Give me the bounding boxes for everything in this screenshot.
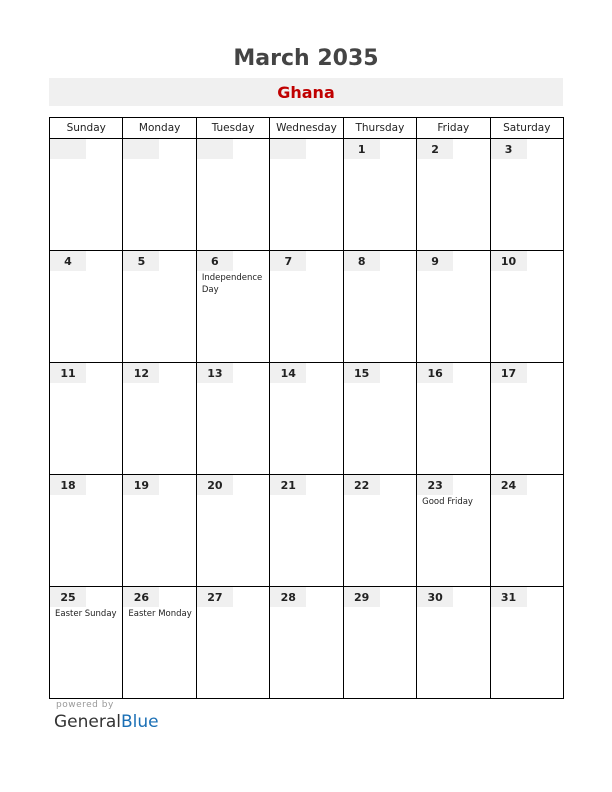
brand-blue-text: Blue: [121, 712, 159, 732]
day-number: 27: [197, 587, 233, 607]
day-cell: [270, 363, 343, 475]
day-cell: [490, 587, 563, 699]
day-cell-empty: [196, 139, 269, 251]
day-number: 26: [123, 587, 159, 607]
day-cell: [490, 139, 563, 251]
day-number: 23: [417, 475, 453, 495]
day-number: 18: [50, 475, 86, 495]
day-number: 31: [491, 587, 527, 607]
day-number: 12: [123, 363, 159, 383]
day-cell-empty: [270, 139, 343, 251]
day-cell: [343, 251, 416, 363]
day-number: 1: [344, 139, 380, 159]
day-cell: [343, 587, 416, 699]
day-number: [270, 139, 306, 159]
day-cell: [123, 587, 196, 699]
day-cell: [196, 475, 269, 587]
day-cell: [343, 475, 416, 587]
day-cell: [417, 363, 490, 475]
day-number: 7: [270, 251, 306, 271]
day-number: [123, 139, 159, 159]
day-cell: [270, 587, 343, 699]
day-cell: [417, 475, 490, 587]
day-cell-empty: [123, 139, 196, 251]
week-row: [50, 587, 564, 699]
day-number: 20: [197, 475, 233, 495]
weekday-header: Sunday: [50, 118, 123, 139]
weekday-header: Friday: [417, 118, 490, 139]
day-number: 17: [491, 363, 527, 383]
generalblue-logo[interactable]: [54, 712, 159, 732]
weekday-header: Tuesday: [196, 118, 269, 139]
day-cell: [417, 587, 490, 699]
weekday-header: Saturday: [490, 118, 563, 139]
day-cell: [270, 475, 343, 587]
day-cell: [270, 251, 343, 363]
week-row: [50, 139, 564, 251]
day-cell: [50, 251, 123, 363]
day-number: 6: [197, 251, 233, 271]
day-cell: [50, 363, 123, 475]
brand-general-text: General: [54, 712, 121, 732]
day-number: 10: [491, 251, 527, 271]
day-cell: [50, 587, 123, 699]
day-cell: [490, 251, 563, 363]
day-number: 3: [491, 139, 527, 159]
calendar-title: March 2035: [233, 46, 379, 71]
calendar-grid: [49, 117, 564, 699]
holiday-label: Good Friday: [422, 497, 473, 507]
day-cell: [343, 363, 416, 475]
weekday-header: Thursday: [343, 118, 416, 139]
day-number: 24: [491, 475, 527, 495]
day-cell: [196, 251, 269, 363]
holiday-label: Easter Sunday: [55, 609, 117, 619]
day-cell: [490, 475, 563, 587]
day-number: [50, 139, 86, 159]
day-cell: [123, 251, 196, 363]
day-number: 15: [344, 363, 380, 383]
week-row: [50, 475, 564, 587]
country-banner: [49, 78, 563, 106]
day-cell: [417, 251, 490, 363]
day-number: 30: [417, 587, 453, 607]
holiday-label: Independence Day: [201, 273, 263, 295]
day-number: 28: [270, 587, 306, 607]
weekday-header: Wednesday: [270, 118, 343, 139]
powered-by-label: powered by: [56, 700, 114, 710]
day-number: [197, 139, 233, 159]
day-number: 14: [270, 363, 306, 383]
day-cell: [196, 587, 269, 699]
day-number: 2: [417, 139, 453, 159]
day-cell-empty: [50, 139, 123, 251]
day-cell: [490, 363, 563, 475]
weekday-header: Monday: [123, 118, 196, 139]
day-number: 19: [123, 475, 159, 495]
day-number: 13: [197, 363, 233, 383]
week-row: [50, 251, 564, 363]
weekday-header-row: [50, 118, 564, 139]
holiday-label: Easter Monday: [128, 609, 192, 619]
day-number: 4: [50, 251, 86, 271]
day-number: 8: [344, 251, 380, 271]
day-number: 9: [417, 251, 453, 271]
week-row: [50, 363, 564, 475]
day-number: 11: [50, 363, 86, 383]
day-cell: [343, 139, 416, 251]
day-number: 16: [417, 363, 453, 383]
day-number: 21: [270, 475, 306, 495]
day-cell: [123, 363, 196, 475]
country-name: Ghana: [277, 83, 335, 102]
day-cell: [123, 475, 196, 587]
day-cell: [417, 139, 490, 251]
day-number: 25: [50, 587, 86, 607]
day-number: 22: [344, 475, 380, 495]
day-cell: [196, 363, 269, 475]
day-number: 29: [344, 587, 380, 607]
day-number: 5: [123, 251, 159, 271]
day-cell: [50, 475, 123, 587]
